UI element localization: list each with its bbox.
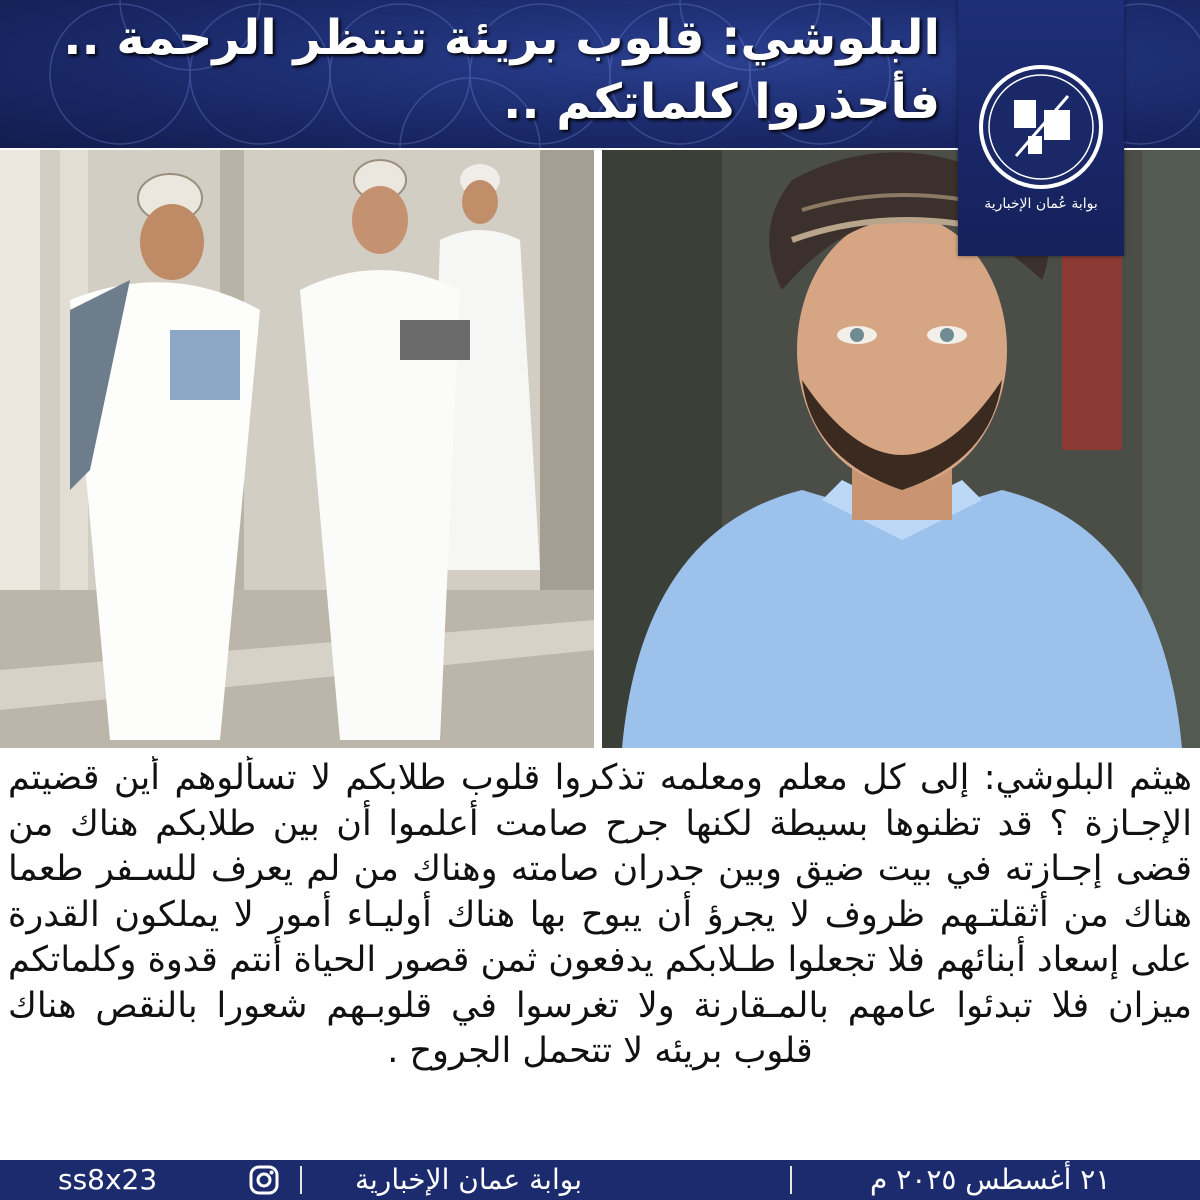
logo-box bbox=[958, 0, 1124, 256]
headline-line-2: فأحذروا كلماتكم .. bbox=[503, 74, 940, 130]
footer-divider-1 bbox=[300, 1166, 302, 1194]
instagram-icon[interactable] bbox=[248, 1164, 280, 1196]
footer-bar bbox=[0, 1160, 1200, 1200]
logo-caption: بوابة عُمان الإخبارية bbox=[984, 196, 1098, 212]
students-illustration bbox=[0, 150, 594, 748]
headline bbox=[20, 6, 940, 134]
publish-date: ٢١ أغسطس ٢٠٢٥ م bbox=[870, 1163, 1111, 1196]
footer-divider-2 bbox=[790, 1166, 792, 1194]
footer-site-name: بوابة عمان الإخبارية bbox=[355, 1163, 582, 1196]
students-photo bbox=[0, 150, 594, 748]
headline-line-1: البلوشي: قلوب بريئة تنتظر الرحمة .. bbox=[63, 10, 940, 66]
article-body: هيثم البلوشي: إلى كل معلم ومعلمه تذكروا قلوب طلابكم لا تسألوهم أين قضيتم الإجـازة ؟ قد تظنوها بسيطة لكنها جرح صامت أعلموا أن بين طلابكم هناك من قضى إجـازته في بيت ضيق وبين جدران صامته وهناك من لم يعرف للسـفر طعما هناك من أثقلتـهم ظروف لا يجرؤ أن يبوح بها هناك أوليـاء أمور لا يملكون القدرة على إسعاد أبنائهم فلا تجعلوا طـلابكم يدفعون ثمن قصور الحياة أنتم قدوة وكلماتكم ميزان فلا تبدئوا عامهم بالمـقارنة ولا تغرسوا في قلوبـهم شعورا بالنقص هناك قلوب بريئه لا تتحمل الجروح . bbox=[8, 758, 1192, 1071]
logo-icon bbox=[976, 62, 1106, 192]
social-handle[interactable]: ss8x23 bbox=[58, 1163, 158, 1196]
